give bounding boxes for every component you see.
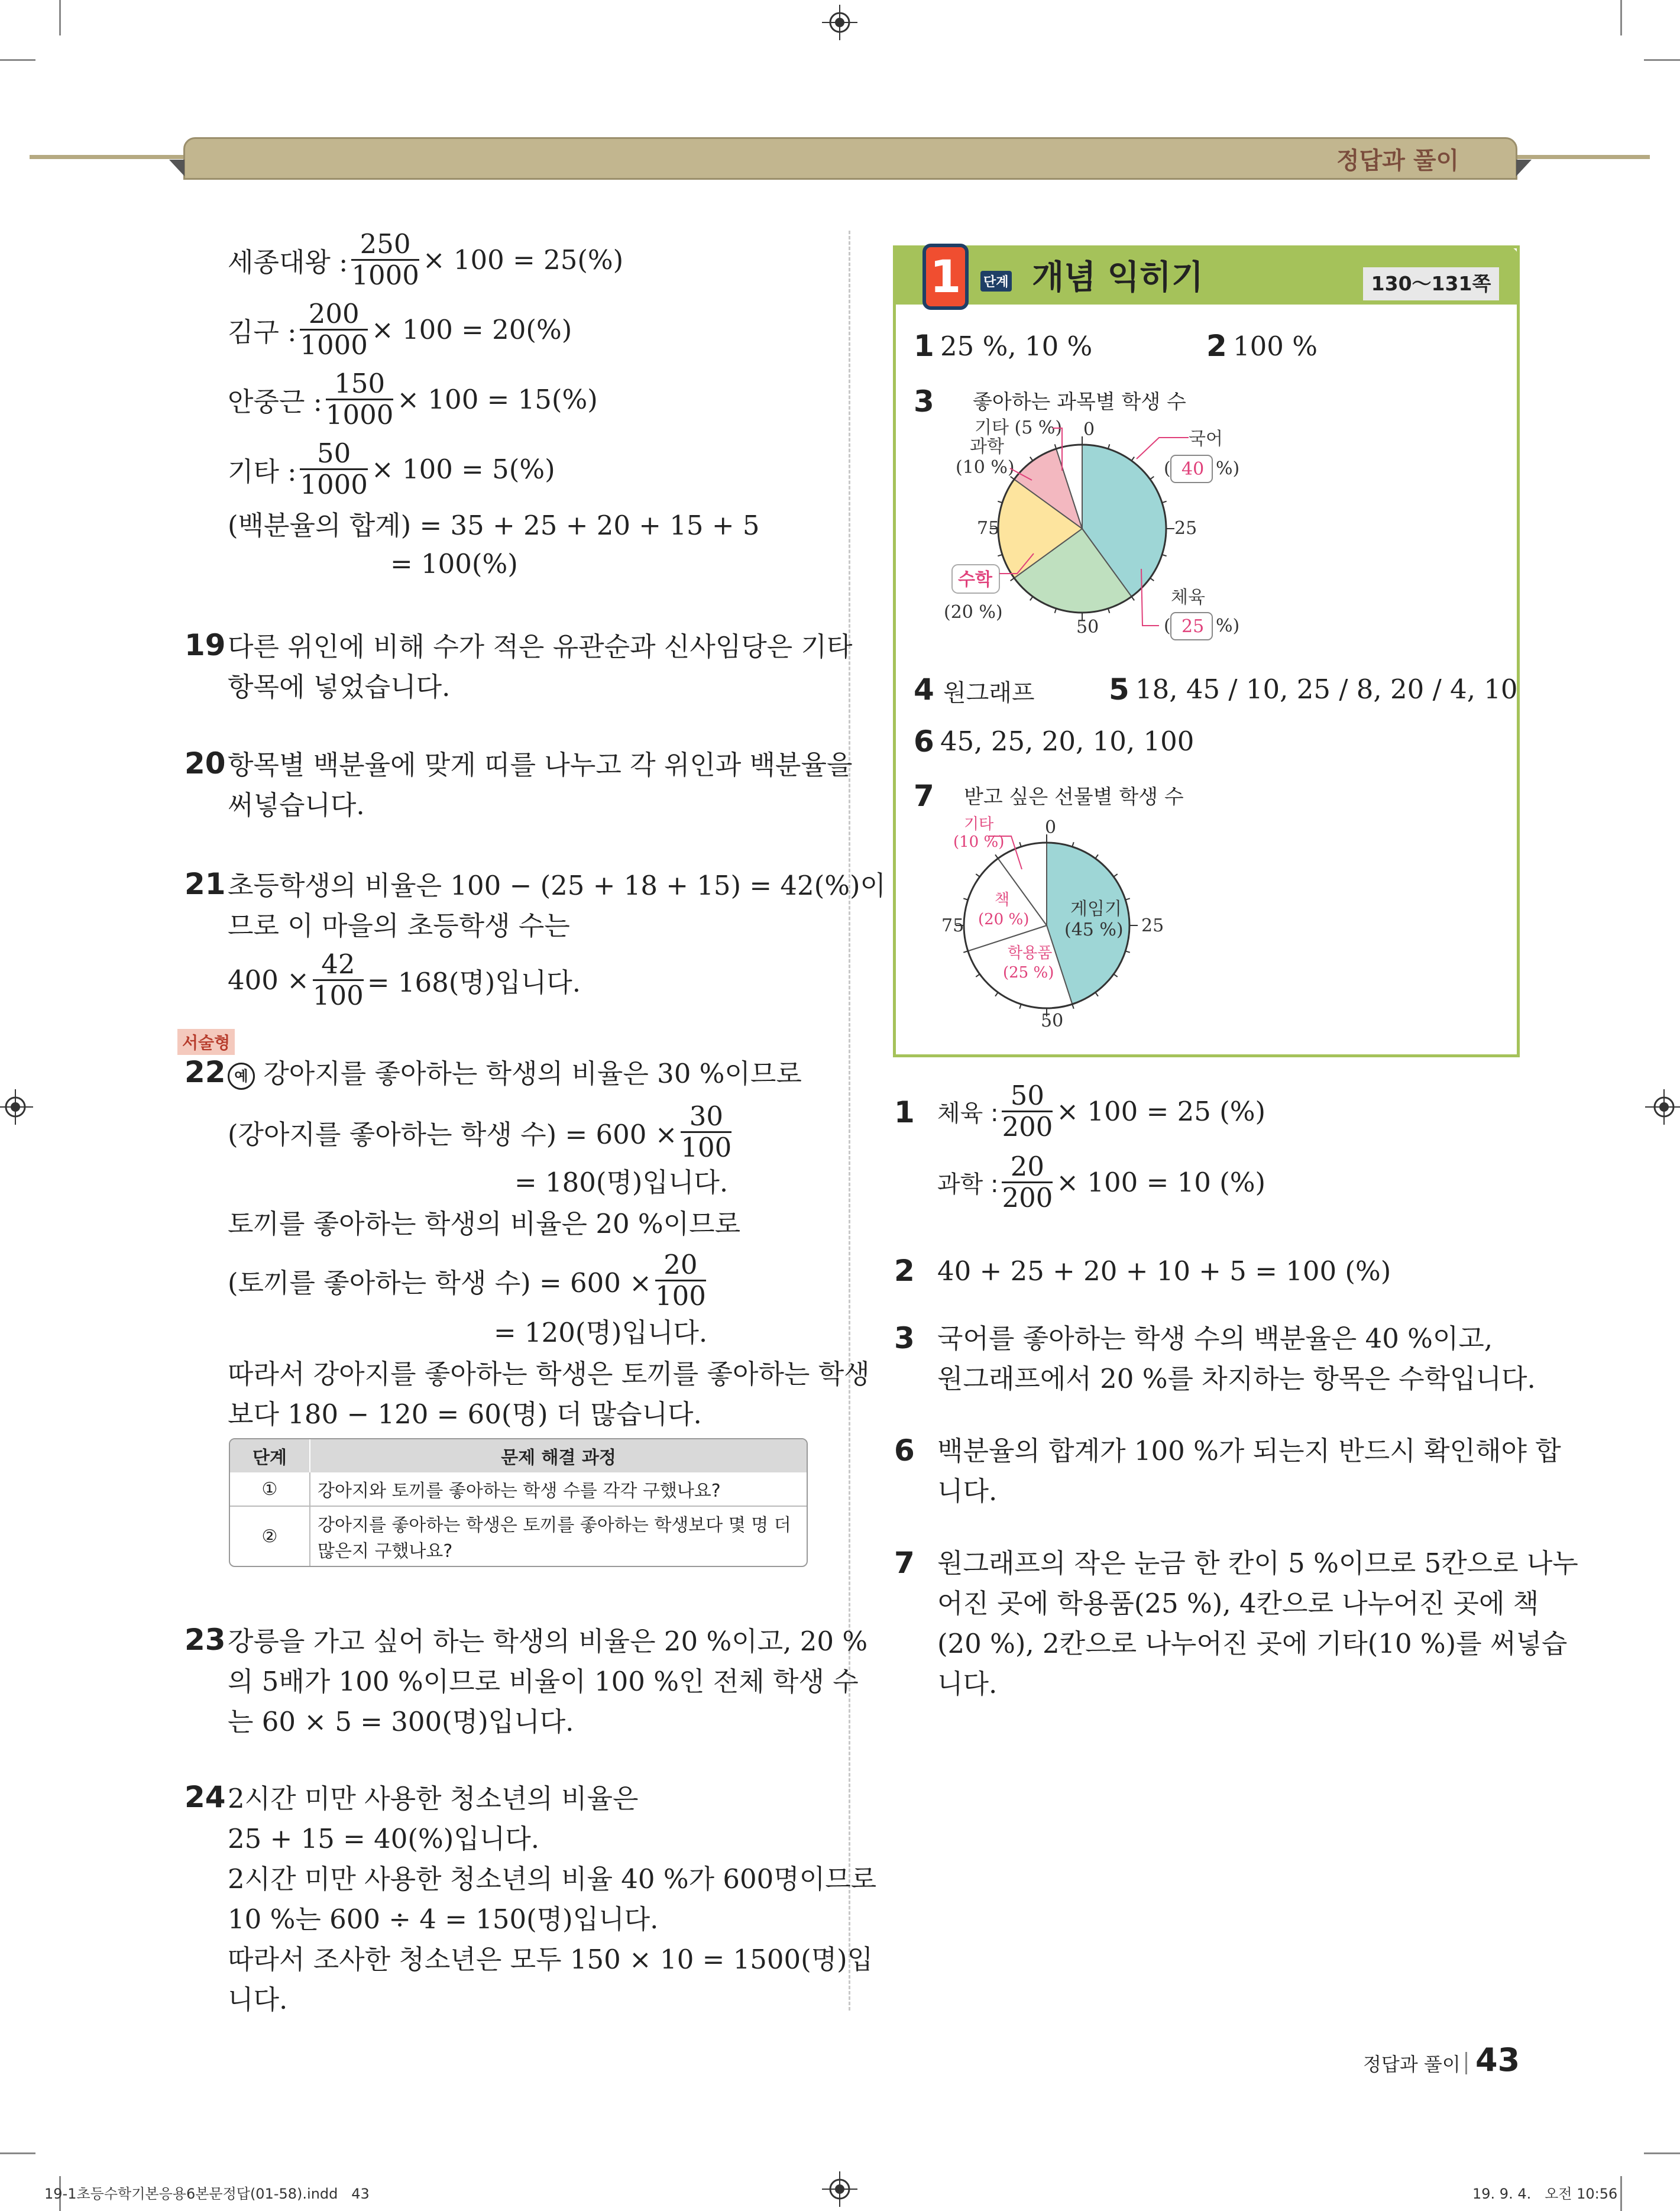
label-book: 책	[995, 891, 1010, 909]
answer-text: 항목별 백분율에 맞게 띠를 나누고 각 위인과 백분율을 써넣습니다.	[228, 749, 853, 821]
answer-text: 토끼를 좋아하는 학생의 비율은 20 %이므로	[228, 1208, 741, 1239]
fraction: $\frac{30}{100}$	[681, 1100, 732, 1163]
label-gwahak-pct: (10 %)	[956, 457, 1015, 478]
tick-label: 50	[1076, 617, 1099, 637]
label-school: 학용품	[1008, 944, 1053, 962]
tick-label: 25	[1141, 915, 1164, 936]
crop-mark	[1620, 2176, 1622, 2211]
crop-mark	[0, 2152, 35, 2154]
minor-tick	[1072, 842, 1073, 847]
footer-label: 정답과 풀이	[1363, 2053, 1461, 2076]
minor-tick	[1131, 457, 1134, 461]
minor-tick	[1055, 608, 1056, 613]
footer-file: 19-1초등수학기본응용6본문정답(01-58).indd 43	[44, 2186, 370, 2202]
answer-number: 7	[914, 779, 934, 813]
minor-tick	[1125, 951, 1130, 952]
tick-label: 75	[977, 518, 1000, 539]
page-number: 43	[1475, 2041, 1520, 2079]
minor-tick	[1030, 597, 1033, 600]
minor-tick	[976, 874, 979, 877]
gugeo-value: 40	[1181, 459, 1205, 480]
label-gwahak: 과학	[970, 436, 1004, 457]
table-cell: 강아지와 토끼를 좋아하는 학생 수를 각각 구했나요?	[318, 1481, 721, 1501]
calc-line: 과학 : $\frac{20}{200}$ × 100 = 10 (%)	[937, 1150, 1266, 1213]
paren-open: (	[1164, 616, 1171, 636]
table-cell: ①	[230, 1472, 310, 1506]
sum-line: (백분율의 합계) = 35 + 25 + 20 + 15 + 5	[228, 510, 760, 541]
calc-line: 400 × $\frac{42}{100}$ = 168(명)입니다.	[228, 948, 581, 1011]
minor-tick	[1055, 444, 1056, 449]
minor-tick	[1108, 444, 1109, 449]
table-cell: 강아지를 좋아하는 학생은 토끼를 좋아하는 학생보다 몇 명 더 많은지 구했나요?	[318, 1515, 791, 1562]
explanation-number: 2	[894, 1254, 915, 1288]
label-gita: 기타	[964, 815, 994, 833]
label-suhak: 수학	[958, 569, 992, 590]
minor-tick	[1030, 457, 1033, 461]
footer-divider	[1465, 2052, 1467, 2074]
answer-text: = 180(명)입니다.	[514, 1167, 729, 1198]
minor-tick	[998, 501, 1002, 503]
answer-number: 3	[914, 384, 934, 419]
label-gugeo: 국어	[1189, 429, 1223, 449]
column-divider	[849, 231, 850, 2011]
fraction: $\frac{42}{100}$	[312, 948, 364, 1011]
table-header: 단계	[230, 1439, 310, 1472]
answer-number: 2	[1206, 329, 1227, 363]
calc-line: 안중근 : $\frac{150}{1000}$ × 100 = 15(%)	[228, 367, 598, 430]
tick-label: 25	[1174, 518, 1197, 539]
label-school-pct: (25 %)	[1003, 964, 1054, 982]
minor-tick	[1095, 854, 1098, 858]
explanation-number: 3	[894, 1321, 915, 1355]
crop-mark	[1644, 2152, 1680, 2154]
minor-tick	[998, 555, 1002, 556]
minor-tick	[995, 992, 998, 996]
question-number: 24	[184, 1780, 226, 1814]
answer-text: 원그래프	[943, 679, 1035, 707]
table-cell: ②	[230, 1506, 310, 1566]
page-range: 130～131쪽	[1363, 267, 1499, 300]
calc-line: 김구 : $\frac{200}{1000}$ × 100 = 20(%)	[228, 297, 572, 361]
footer-date: 19. 9. 4. 오전 10:56	[1472, 2186, 1618, 2202]
crop-mark	[0, 59, 35, 61]
table-header: 문제 해결 과정	[501, 1448, 616, 1468]
box-title: 개념 익히기	[1032, 258, 1203, 297]
fraction: $\frac{20}{100}$	[655, 1248, 706, 1312]
example-mark: 예	[228, 1063, 255, 1090]
explanation-text: 백분율의 합계가 100 %가 되는지 반드시 확인해야 합 니다.	[937, 1435, 1561, 1507]
minor-tick	[1011, 578, 1014, 581]
cheyuk-value: 25	[1181, 616, 1205, 637]
answer-text: 예 강아지를 좋아하는 학생의 비율은 30 %이므로	[228, 1054, 802, 1094]
explanation-text: 국어를 좋아하는 학생 수의 백분율은 40 %이고, 원그래프에서 20 %를 차지하는 항목은 수학입니다.	[937, 1323, 1536, 1394]
fraction: $\frac{150}{1000}$	[325, 367, 394, 430]
calc-line: 세종대왕 : $\frac{250}{1000}$ × 100 = 25(%)	[228, 228, 624, 291]
answer-number: 5	[1109, 672, 1129, 707]
explanation-number: 6	[894, 1433, 915, 1468]
paren-close: %)	[1216, 616, 1240, 636]
minor-tick	[1095, 992, 1098, 996]
calc-line: (토끼를 좋아하는 학생 수) = 600 × $\frac{20}{100}$	[228, 1248, 706, 1312]
registration-mark-icon	[822, 5, 857, 40]
crop-mark	[1620, 0, 1622, 35]
minor-tick	[1019, 842, 1021, 847]
registration-mark-icon	[1645, 1089, 1680, 1125]
minor-tick	[1072, 1004, 1073, 1009]
minor-tick	[1113, 974, 1117, 977]
paren-open: (	[1164, 458, 1171, 479]
answer-text: 18, 45 / 10, 25 / 8, 20 / 4, 10	[1135, 674, 1518, 705]
label-game-pct: (45 %)	[1064, 920, 1124, 940]
sum-line: = 100(%)	[390, 548, 518, 580]
step-word: 단계	[980, 271, 1012, 292]
fraction: $\frac{50}{200}$	[1002, 1079, 1053, 1142]
registration-mark-icon	[0, 1089, 33, 1125]
explanation-text: 원그래프의 작은 눈금 한 칸이 5 %이므로 5칸으로 나누 어진 곳에 학용품(25 %), 4칸으로 나누어진 곳에 책 (20 %), 2칸으로 나누어진 곳에 기타(10 %)를 써넣습 니다.	[937, 1548, 1578, 1699]
chart-title: 받고 싶은 선물별 학생 수	[964, 785, 1184, 809]
calc-line: (강아지를 좋아하는 학생 수) = 600 × $\frac{30}{100}$	[228, 1100, 732, 1163]
answer-text: = 120(명)입니다.	[494, 1317, 708, 1348]
minor-tick	[976, 974, 979, 977]
tick-label: 0	[1045, 817, 1057, 838]
answer-text: 다른 위인에 비해 수가 적은 유관순과 신사임당은 기타 항목에 넣었습니다.	[228, 631, 853, 703]
header-band	[183, 137, 1517, 180]
minor-tick	[963, 898, 968, 899]
minor-tick	[1125, 898, 1130, 899]
question-number: 23	[184, 1623, 226, 1657]
calc-line: 체육 : $\frac{50}{200}$ × 100 = 25 (%)	[937, 1079, 1266, 1142]
tick-label: 75	[941, 915, 964, 936]
fraction: $\frac{50}{1000}$	[300, 437, 368, 500]
calc-block	[228, 225, 623, 504]
minor-tick	[1113, 874, 1117, 877]
answer-number: 1	[914, 329, 934, 363]
answer-text: 2시간 미만 사용한 청소년의 비율은 25 + 15 = 40(%)입니다. 2시간 미만 사용한 청소년의 비율 40 %가 600명이므로 10 %는 600 ÷ 4 = 150(명)입니다. 따라서 조사한 청소년은 모두 150 × 10 = 1500(명)입 니다.	[228, 1783, 877, 2015]
paren-close: %)	[1216, 458, 1240, 479]
explanation-number: 1	[894, 1095, 915, 1129]
answer-text: 초등학생의 비율은 100 − (25 + 18 + 15) = 42(%)이 므로 이 마을의 초등학생 수는	[228, 870, 886, 941]
explanation-number: 7	[894, 1546, 915, 1580]
answer-text: 45, 25, 20, 10, 100	[940, 726, 1195, 757]
answer-number: 4	[914, 672, 934, 707]
fraction: $\frac{20}{200}$	[1002, 1150, 1053, 1213]
chart-title: 좋아하는 과목별 학생 수	[973, 390, 1186, 414]
tick-label: 0	[1083, 419, 1095, 440]
step-number-badge: 1	[922, 244, 969, 310]
label-game: 게임기	[1070, 899, 1122, 920]
minor-tick	[995, 854, 998, 858]
crop-mark	[1644, 59, 1680, 61]
answer-text: 100 %	[1233, 331, 1318, 362]
label-book-pct: (20 %)	[978, 911, 1030, 928]
minor-tick	[1019, 1004, 1021, 1009]
tick-label: 50	[1041, 1011, 1064, 1031]
label-cheyuk: 체육	[1171, 587, 1205, 608]
calc-line: 기타 : $\frac{50}{1000}$ × 100 = 5(%)	[228, 437, 555, 500]
label-gita-pct: (10 %)	[953, 833, 1005, 851]
question-number: 21	[184, 867, 226, 901]
label-gita: 기타 (5 %)	[975, 417, 1063, 438]
question-number: 19	[184, 628, 226, 662]
minor-tick	[1150, 578, 1154, 581]
fraction: $\frac{250}{1000}$	[351, 228, 419, 291]
answer-number: 6	[914, 724, 934, 759]
minor-tick	[1150, 477, 1154, 480]
scoring-table	[229, 1438, 808, 1567]
header-corner-left	[169, 160, 184, 176]
header-corner-right	[1516, 160, 1532, 176]
fraction: $\frac{200}{1000}$	[300, 297, 368, 361]
label-suhak-pct: (20 %)	[944, 602, 1003, 623]
minor-tick	[1162, 501, 1167, 503]
registration-mark-icon	[822, 2171, 857, 2207]
answer-text: 강릉을 가고 싶어 하는 학생의 비율은 20 %이고, 20 % 의 5배가 100 %이므로 비율이 100 %인 전체 학생 수 는 60 × 5 = 300(명)입니다.	[228, 1626, 868, 1737]
minor-tick	[1108, 608, 1109, 613]
question-number: 20	[184, 746, 226, 781]
answer-text: 따라서 강아지를 좋아하는 학생은 토끼를 좋아하는 학생 보다 180 − 120 = 60(명) 더 많습니다.	[228, 1358, 870, 1430]
explanation-text: 40 + 25 + 20 + 10 + 5 = 100 (%)	[937, 1255, 1391, 1287]
pie-chart-gifts	[922, 810, 1218, 1035]
header-title: 정답과 풀이	[1336, 147, 1459, 174]
answer-text: 25 %, 10 %	[940, 331, 1093, 362]
pie1-slices	[998, 445, 1166, 613]
question-number: 22	[184, 1055, 226, 1089]
crop-mark	[59, 0, 61, 35]
pie-chart-subjects	[922, 414, 1301, 650]
minor-tick	[963, 951, 968, 952]
badge-essay: 서술형	[177, 1029, 235, 1055]
minor-tick	[1131, 597, 1134, 600]
minor-tick	[1162, 555, 1167, 556]
